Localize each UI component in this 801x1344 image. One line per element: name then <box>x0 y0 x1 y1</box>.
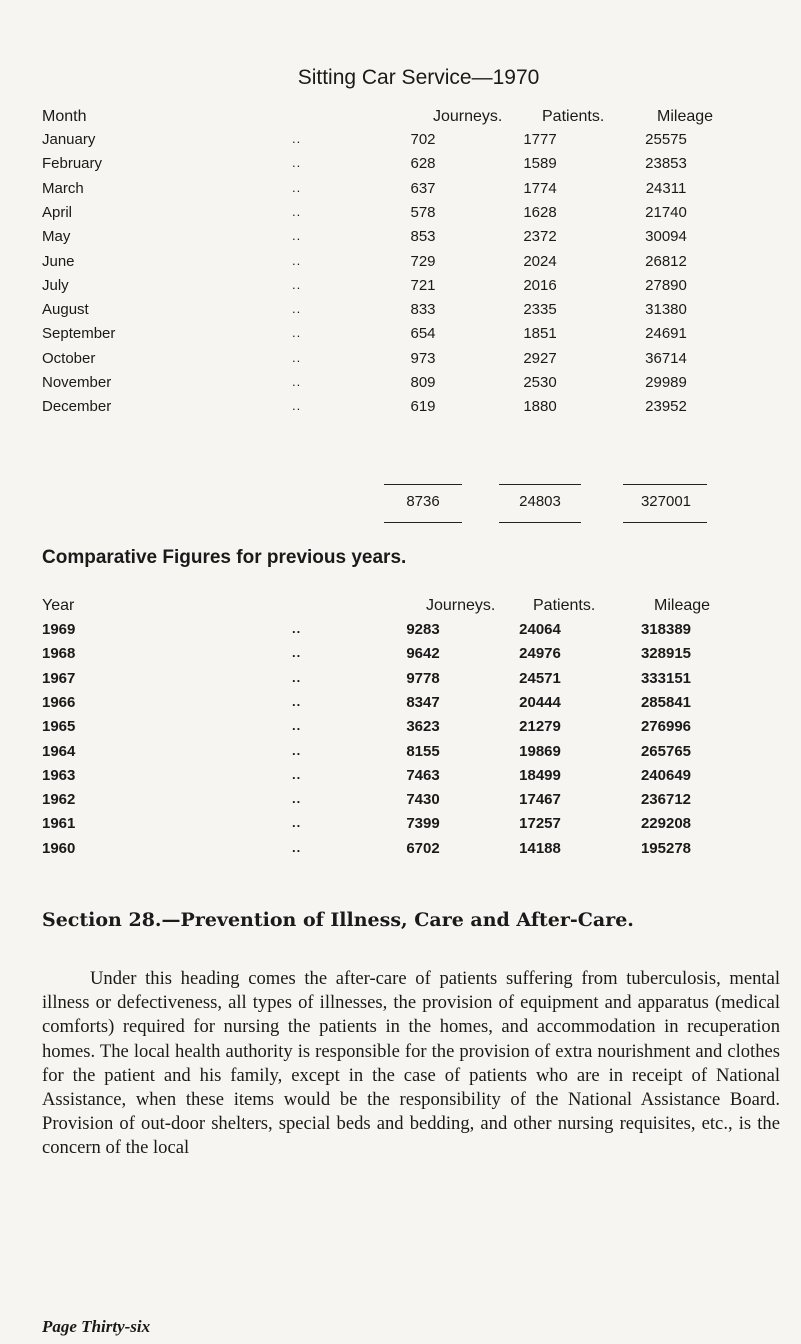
journeys-header: Journeys. <box>426 597 496 614</box>
patients-cell: 1774 <box>523 179 557 197</box>
patients-cell: 1851 <box>523 325 557 343</box>
journeys-cell: 578 <box>410 203 436 221</box>
journeys-cell: 8347 <box>406 693 440 711</box>
mileage-cell: 36714 <box>645 349 687 367</box>
comparative-row <box>0 840 801 862</box>
monthly-row <box>0 374 801 396</box>
patients-cell: 24571 <box>519 669 561 687</box>
monthly-row <box>0 253 801 275</box>
row-label: January <box>42 131 96 148</box>
row-leader: .. <box>292 374 302 389</box>
patients-cell: 1777 <box>523 131 557 148</box>
mileage-total-underline <box>623 522 707 523</box>
mileage-cell: 24691 <box>645 325 687 343</box>
row-leader: .. <box>292 301 302 317</box>
patients-cell: 2530 <box>523 374 557 391</box>
journeys-cell: 619 <box>410 398 436 416</box>
comparative-row <box>0 645 801 667</box>
patients-cell: 2335 <box>523 301 557 319</box>
journeys-cell: 8155 <box>406 742 440 760</box>
journeys-cell: 853 <box>410 228 436 246</box>
mileage-cell: 23853 <box>645 155 687 173</box>
mileage-cell: 25575 <box>645 131 687 148</box>
row-label: December <box>42 398 112 416</box>
journeys-cell: 628 <box>410 155 436 173</box>
monthly-row <box>0 277 801 299</box>
mileage-cell: 236712 <box>640 791 692 809</box>
journeys-cell: 6702 <box>406 839 440 857</box>
comparative-row <box>0 621 801 643</box>
patients-cell: 14188 <box>519 839 561 857</box>
mileage-header: Mileage <box>654 597 711 614</box>
mileage-cell: 240649 <box>640 766 692 784</box>
year-header: Year <box>42 597 75 614</box>
patients-header: Patients. <box>542 108 605 125</box>
patients-cell: 2016 <box>523 276 557 294</box>
mileage-cell: 285841 <box>640 693 692 711</box>
row-leader: .. <box>292 203 302 219</box>
journeys-cell: 809 <box>410 374 436 391</box>
patients-cell: 2372 <box>523 228 557 246</box>
patients-cell: 24976 <box>519 645 561 663</box>
row-leader: .. <box>292 621 302 636</box>
mileage-cell: 29989 <box>645 374 687 391</box>
row-leader: .. <box>292 325 302 341</box>
page-footer: Page Thirty-six <box>42 1317 151 1336</box>
journeys-cell: 7399 <box>406 815 440 833</box>
journeys-cell: 833 <box>410 301 436 319</box>
row-leader: .. <box>292 155 302 171</box>
mileage-cell: 328915 <box>640 645 692 663</box>
journeys-header: Journeys. <box>433 108 503 125</box>
comparative-heading: Comparative Figures for previous years. <box>42 547 407 568</box>
patients-cell: 20444 <box>519 693 561 711</box>
mileage-cell: 265765 <box>640 742 692 760</box>
row-label: October <box>42 349 96 367</box>
row-leader: .. <box>292 766 302 782</box>
mileage-cell: 276996 <box>640 718 692 736</box>
journeys-total-rule <box>384 484 462 485</box>
comparative-row <box>0 743 801 765</box>
patients-total: 24803 <box>519 493 561 510</box>
journeys-cell: 702 <box>410 131 436 148</box>
row-leader: .. <box>292 645 302 661</box>
patients-cell: 24064 <box>519 621 561 638</box>
row-label: July <box>42 276 69 294</box>
totals-row <box>0 493 801 515</box>
mileage-cell: 24311 <box>645 179 687 197</box>
patients-cell: 1589 <box>523 155 557 173</box>
patients-total-rule <box>499 484 581 485</box>
mileage-cell: 21740 <box>645 203 687 221</box>
journeys-cell: 973 <box>410 349 436 367</box>
monthly-row <box>0 180 801 202</box>
row-leader: .. <box>292 742 302 758</box>
row-label: May <box>42 228 71 246</box>
journeys-cell: 654 <box>410 325 436 343</box>
mileage-total-rule <box>623 484 707 485</box>
journeys-total: 8736 <box>406 493 440 510</box>
row-leader: .. <box>292 179 302 195</box>
comparative-row <box>0 670 801 692</box>
mileage-cell: 23952 <box>645 398 687 416</box>
row-label: 1961 <box>42 815 76 833</box>
row-label: 1967 <box>42 669 76 687</box>
monthly-row <box>0 228 801 250</box>
mileage-total: 327001 <box>640 493 692 510</box>
journeys-cell: 9283 <box>406 621 440 638</box>
month-header: Month <box>42 108 87 125</box>
row-label: September <box>42 325 116 343</box>
row-label: 1969 <box>42 621 76 638</box>
journeys-cell: 721 <box>410 276 436 294</box>
row-label: 1963 <box>42 766 76 784</box>
row-label: August <box>42 301 89 319</box>
patients-total-underline <box>499 522 581 523</box>
monthly-row <box>0 350 801 372</box>
mileage-header: Mileage <box>657 108 714 125</box>
row-leader: .. <box>292 815 302 831</box>
row-leader: .. <box>292 839 302 855</box>
mileage-cell: 318389 <box>640 621 692 638</box>
row-leader: .. <box>292 252 302 268</box>
journeys-cell: 3623 <box>406 718 440 736</box>
row-label: March <box>42 179 84 197</box>
row-leader: .. <box>292 693 302 709</box>
monthly-row <box>0 204 801 226</box>
patients-cell: 21279 <box>519 718 561 736</box>
comparative-header-row <box>0 597 801 619</box>
monthly-row <box>0 301 801 323</box>
journeys-cell: 9642 <box>406 645 440 663</box>
patients-header: Patients. <box>533 597 596 614</box>
row-leader: .. <box>292 131 302 146</box>
mileage-cell: 333151 <box>640 669 692 687</box>
mileage-cell: 31380 <box>645 301 687 319</box>
row-label: 1962 <box>42 791 76 809</box>
row-leader: .. <box>292 669 302 685</box>
row-label: 1966 <box>42 693 76 711</box>
comparative-row <box>0 718 801 740</box>
comparative-row <box>0 694 801 716</box>
mileage-cell: 195278 <box>640 839 692 857</box>
monthly-row <box>0 325 801 347</box>
patients-cell: 18499 <box>519 766 561 784</box>
journeys-cell: 7463 <box>406 766 440 784</box>
patients-cell: 2927 <box>523 349 557 367</box>
journeys-cell: 7430 <box>406 791 440 809</box>
patients-cell: 2024 <box>523 252 557 270</box>
row-label: February <box>42 155 103 173</box>
row-leader: .. <box>292 398 302 414</box>
patients-cell: 1628 <box>523 203 557 221</box>
row-label: April <box>42 203 73 221</box>
row-label: June <box>42 252 75 270</box>
journeys-cell: 729 <box>410 252 436 270</box>
patients-cell: 1880 <box>523 398 557 416</box>
row-label: November <box>42 374 112 391</box>
mileage-cell: 27890 <box>645 276 687 294</box>
mileage-cell: 30094 <box>645 228 687 246</box>
monthly-row <box>0 155 801 177</box>
journeys-cell: 637 <box>410 179 436 197</box>
comparative-row <box>0 767 801 789</box>
row-leader: .. <box>292 791 302 807</box>
row-leader: .. <box>292 228 302 244</box>
patients-cell: 19869 <box>519 742 561 760</box>
patients-cell: 17467 <box>519 791 561 809</box>
row-leader: .. <box>292 349 302 365</box>
mileage-cell: 229208 <box>640 815 692 833</box>
mileage-cell: 26812 <box>645 252 687 270</box>
page-title: Sitting Car Service—1970 <box>297 66 540 89</box>
row-leader: .. <box>292 276 302 292</box>
row-leader: .. <box>292 718 302 734</box>
row-label: 1968 <box>42 645 76 663</box>
patients-cell: 17257 <box>519 815 561 833</box>
monthly-header-row <box>0 108 801 130</box>
row-label: 1964 <box>42 742 76 760</box>
monthly-row <box>0 131 801 153</box>
section-heading: Section 28.—Prevention of Illness, Care and After-Care. <box>42 909 634 931</box>
row-label: 1965 <box>42 718 76 736</box>
row-label: 1960 <box>42 839 76 857</box>
journeys-cell: 9778 <box>406 669 440 687</box>
monthly-row <box>0 398 801 420</box>
section-body: Under this heading comes the after-care of patients suffering from tuberculosis, mental illness or defectiveness, all types of illnesses, the provision of equipment and apparatus (medical comforts) required for nursing the patients in the homes, and accommodation in recuperation homes. The local health authority is responsible for the provision of extra nourishment and clothes for the patient and his family, except in the case of patients who are in receipt of National Assistance, when these items would be the responsibility of the National Assistance Board. Provision of out-door shelters, special beds and bedding, and other nursing requisites, etc., is the concern of the local <box>42 968 780 1159</box>
journeys-total-underline <box>384 522 462 523</box>
comparative-row <box>0 815 801 837</box>
comparative-row <box>0 791 801 813</box>
